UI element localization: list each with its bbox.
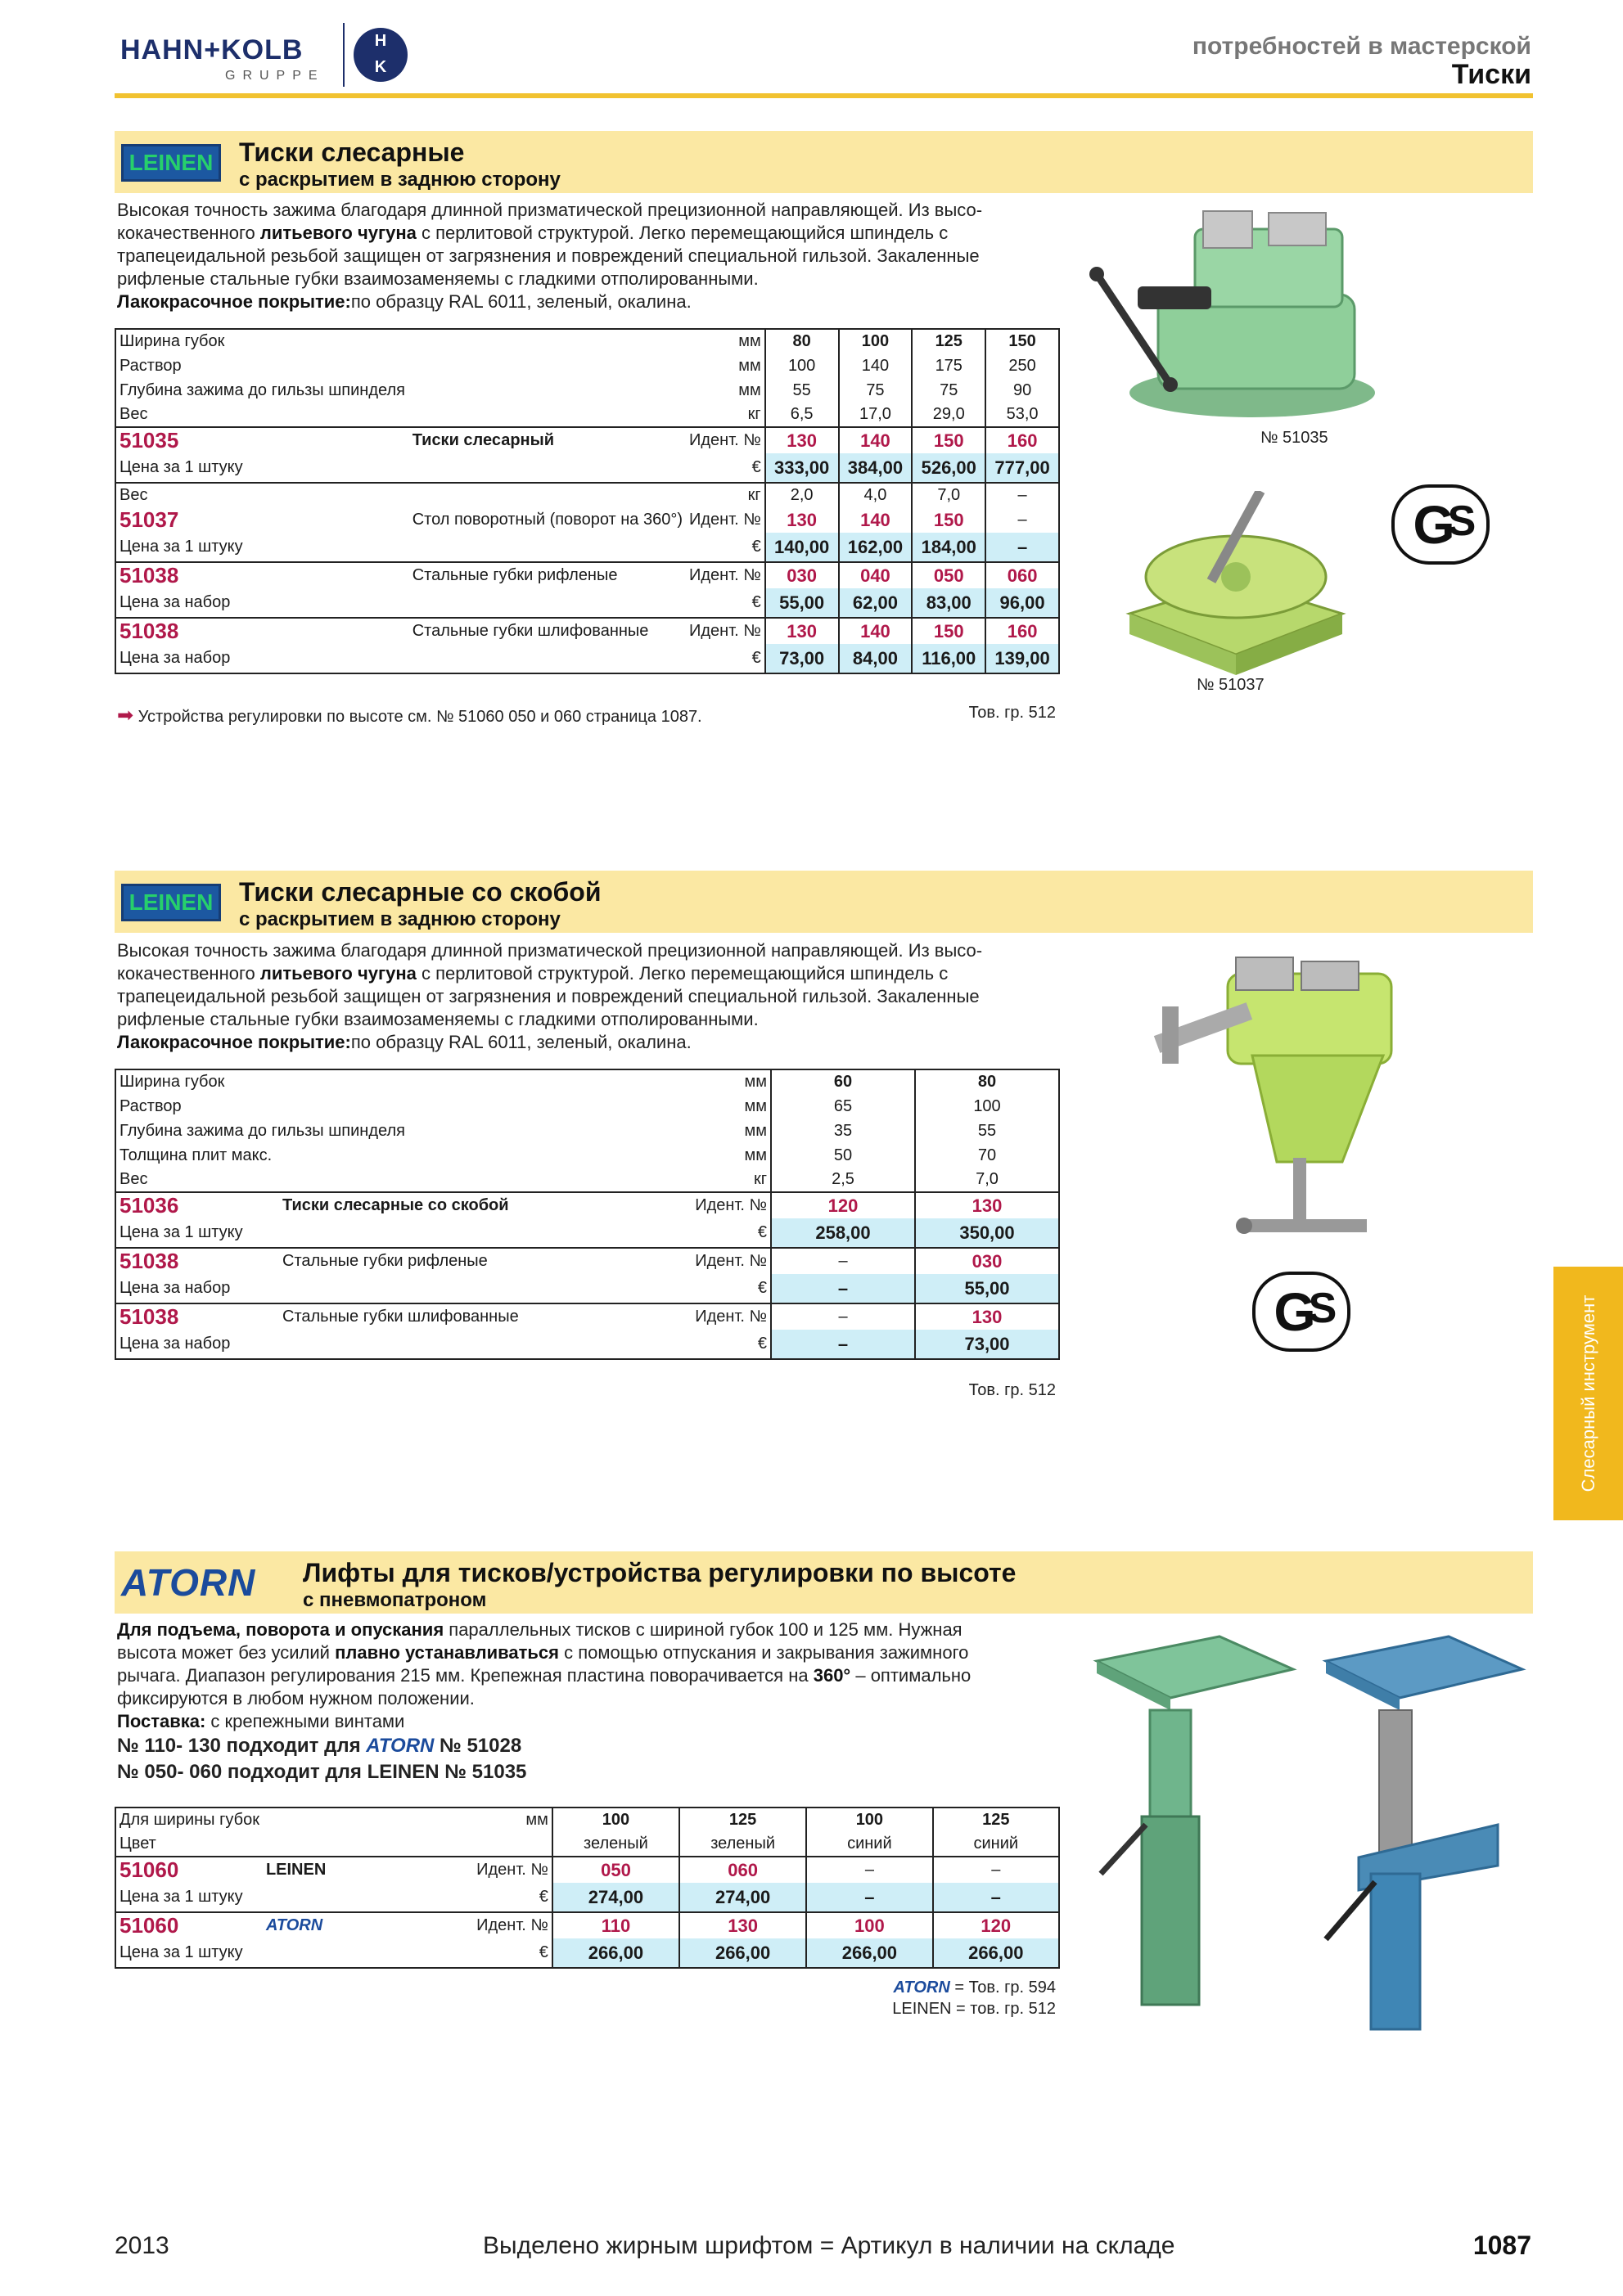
gs-certification-icon xyxy=(1252,1272,1350,1352)
swivel-base-photo xyxy=(1113,491,1359,679)
caption-51037: № 51037 xyxy=(1197,676,1265,694)
section1-tov-group: Тов. гр. 512 xyxy=(968,704,1056,722)
clamp-vise-photo xyxy=(1138,949,1457,1252)
table-row: 51038 Стальные губки рифленые Идент. № – 030 xyxy=(115,1248,1059,1274)
table-row: 51036 Тиски слесарные со скобой Идент. № 120 130 xyxy=(115,1192,1059,1218)
svg-text:S: S xyxy=(1308,1285,1337,1332)
svg-text:S: S xyxy=(1447,497,1476,545)
logo-text: HAHN+KOLB xyxy=(120,34,304,65)
section2-description: Высокая точность зажима благодаря длинной призматической прецизионной направляющей. Из высо- кокачественного литьевого чугуна с перлитовой структурой. Легко перемещающийся шпиндель с трапецеидальной резьбой защищен от загрязнения и повреждений специальной гильзой. Закаленные рифленые стальные губки взаимозаменяемы с гладкими отполированными. Лакокрасочное покрытие:по образцу RAL 6011, зеленый, окалина. xyxy=(117,940,983,1052)
page-number: 1087 xyxy=(1472,2231,1531,2260)
table-row: Цена за 1 штуку € 274,00 274,00 – – xyxy=(115,1883,1059,1912)
arrow-right-icon: ➡ xyxy=(117,705,134,727)
section2-subtitle: с раскрытием в заднюю сторону xyxy=(239,908,561,930)
section1-description: Высокая точность зажима благодаря длинной призматической прецизионной направляющей. Из высо- кокачественного литьевого чугуна с перлитовой структурой. Легко перемещающийся шпиндель с трапецеидальной резьбой защищен от загрязнения и повреждений специальной гильзой. Закаленные рифленые стальные губки взаимозаменяемы с гладкими отполированными. Лакокрасочное покрытие:по образцу RAL 6011, зеленый, окалина. xyxy=(117,200,983,312)
logo-subtext: GRUPPE xyxy=(225,69,325,83)
section2-title: Тиски слесарные со скобой xyxy=(239,877,602,907)
table-row: 51060 LEINEN Идент. № 050 060 – – xyxy=(115,1857,1059,1883)
table-row: 51038 Стальные губки рифленые Идент. № 030 040 050 060 xyxy=(115,562,1059,588)
page-title: Тиски xyxy=(1451,59,1531,90)
leinen-logo: LEINEN xyxy=(121,884,221,921)
table-row: 51038 Стальные губки шлифованные Идент. № 130 140 150 160 xyxy=(115,618,1059,644)
section3-subtitle: с пневмопатроном xyxy=(303,1589,487,1611)
section1-banner xyxy=(115,131,1533,193)
section3-banner xyxy=(115,1551,1533,1614)
section1-subtitle: с раскрытием в заднюю сторону xyxy=(239,169,561,191)
caption-51035: № 51035 xyxy=(1260,429,1328,447)
atorn-logo: ATORN xyxy=(121,1561,256,1604)
leinen-logo: LEINEN xyxy=(121,144,221,182)
atorn-mini-logo: ATORN xyxy=(265,1916,323,1934)
section3-tov-atorn: ATORN = Тов. гр. 594 xyxy=(893,1979,1056,1997)
table-row: 51035 Тиски слесарный Идент. № 130 140 150 160 xyxy=(115,427,1059,453)
header-rule xyxy=(115,93,1533,98)
section1-title: Тиски слесарные xyxy=(239,137,465,167)
table-row: Цена за 1 штуку € 333,00 384,00 526,00 777,00 xyxy=(115,453,1059,483)
vise-photo xyxy=(1080,196,1391,425)
gs-certification-icon xyxy=(1391,484,1490,565)
footer-year: 2013 xyxy=(115,2232,169,2259)
section2-table: Ширина губок мм 60 80 Раствор мм 65 100 Глубина зажима до гильзы шпинделя мм 35 55 Толщина плит макс. мм 50 70 Вес кг 2,5 7,0 51036 Тиски слесарные со скобой Идент. № 120 130 Цена за 1 штуку € 258,00 350,00 51038 Стальные губки рифленые Идент. № – 030 Цена за набор € – 55,00 51038 Стальные губки шлифованные Идент. № – 130 Цена за набор € – 73,00 xyxy=(115,1069,1060,1360)
section1-note: ➡ Устройства регулировки по высоте см. № 51060 050 и 060 страница 1087. xyxy=(117,705,702,727)
section-side-tab: Слесарный инструмент xyxy=(1553,1267,1623,1520)
table-row: Цена за 1 штуку € 258,00 350,00 xyxy=(115,1218,1059,1248)
table-row: 51038 Стальные губки шлифованные Идент. № – 130 xyxy=(115,1303,1059,1330)
table-row: Цена за набор € – 55,00 xyxy=(115,1274,1059,1303)
hahn-kolb-logo xyxy=(120,23,415,88)
table-row: Цена за 1 штуку € 266,00 266,00 266,00 266,00 xyxy=(115,1938,1059,1968)
vise-lift-photo xyxy=(1064,1628,1318,2013)
logo-disc-icon: H K xyxy=(354,28,408,82)
table-row: Цена за набор € 73,00 84,00 116,00 139,00 xyxy=(115,644,1059,673)
header-category: потребностей в мастерской xyxy=(1192,33,1531,60)
svg-text:G: G xyxy=(1274,1281,1316,1342)
table-row: Цена за 1 штуку € 140,00 162,00 184,00 – xyxy=(115,533,1059,562)
footer-legend: Выделено жирным шрифтом = Артикул в наличии на складе xyxy=(483,2232,1175,2259)
table-row: Цена за набор € – 73,00 xyxy=(115,1330,1059,1359)
table-row: 51060 ATORN Идент. № 110 130 100 120 xyxy=(115,1912,1059,1938)
table-row: Цена за набор € 55,00 62,00 83,00 96,00 xyxy=(115,588,1059,618)
section3-table: Для ширины губок мм 100 125 100 125 Цвет зеленый зеленый синий синий 51060 LEINEN Идент. № 050 060 – – Цена за 1 штуку € 274,00 274,00 – – 51060 ATORN Идент. № 110 130 100 120 Цена за 1 штуку € 266,00 266,00 266,00 266,00 xyxy=(115,1807,1060,1969)
table-row: 51037 Стол поворотный (поворот на 360°) Идент. № 130 140 150 – xyxy=(115,507,1059,533)
section2-tov-group: Тов. гр. 512 xyxy=(968,1381,1056,1399)
section3-description: Для подъема, поворота и опускания параллельных тисков с шириной губок 100 и 125 мм. Нужная высота может без усилий плавно устанавливаться с помощью отпускания и закрывания зажимного рычага. Диапазон регулирования 215 мм. Крепежная пластина поворачивается на 360° – оптимально фиксируются в любом нужном положении. Поставка: с крепежными винтами № 110- 130 подходит для ATORN № 51028 № 050- 060 подходит для LEINEN № 51035 xyxy=(117,1619,972,1783)
section3-tov-leinen: LEINEN = тов. гр. 512 xyxy=(892,2000,1056,2018)
svg-text:G: G xyxy=(1413,494,1455,555)
section1-table: Ширина губок мм 80 100 125 150 Раствор мм 100 140 175 250 Глубина зажима до гильзы шпинделя мм 55 75 75 90 Вес кг 6,5 17,0 29,0 53,0 51035 Тиски слесарный Идент. № 130 140 150 160 Цена за 1 штуку € 333,00 384,00 526,00 777,00 Вес кг 2,0 4,0 7,0 – 51037 Стол поворотный (поворот на 360°) Идент. № 130 140 150 – Цена за 1 штуку € 140,00 162,00 184,00 – 51038 Стальные губки рифленые Идент. № 030 040 050 060 Цена за набор € 55,00 62,00 83,00 96,00 51038 Стальные губки шлифованные Идент. № 130 140 150 160 Цена за набор € 73,00 84,00 116,00 139,00 xyxy=(115,328,1060,674)
section2-banner xyxy=(115,871,1533,933)
section3-title: Лифты для тисков/устройства регулировки по высоте xyxy=(303,1558,1017,1587)
vise-lift-photo xyxy=(1310,1628,1547,2037)
